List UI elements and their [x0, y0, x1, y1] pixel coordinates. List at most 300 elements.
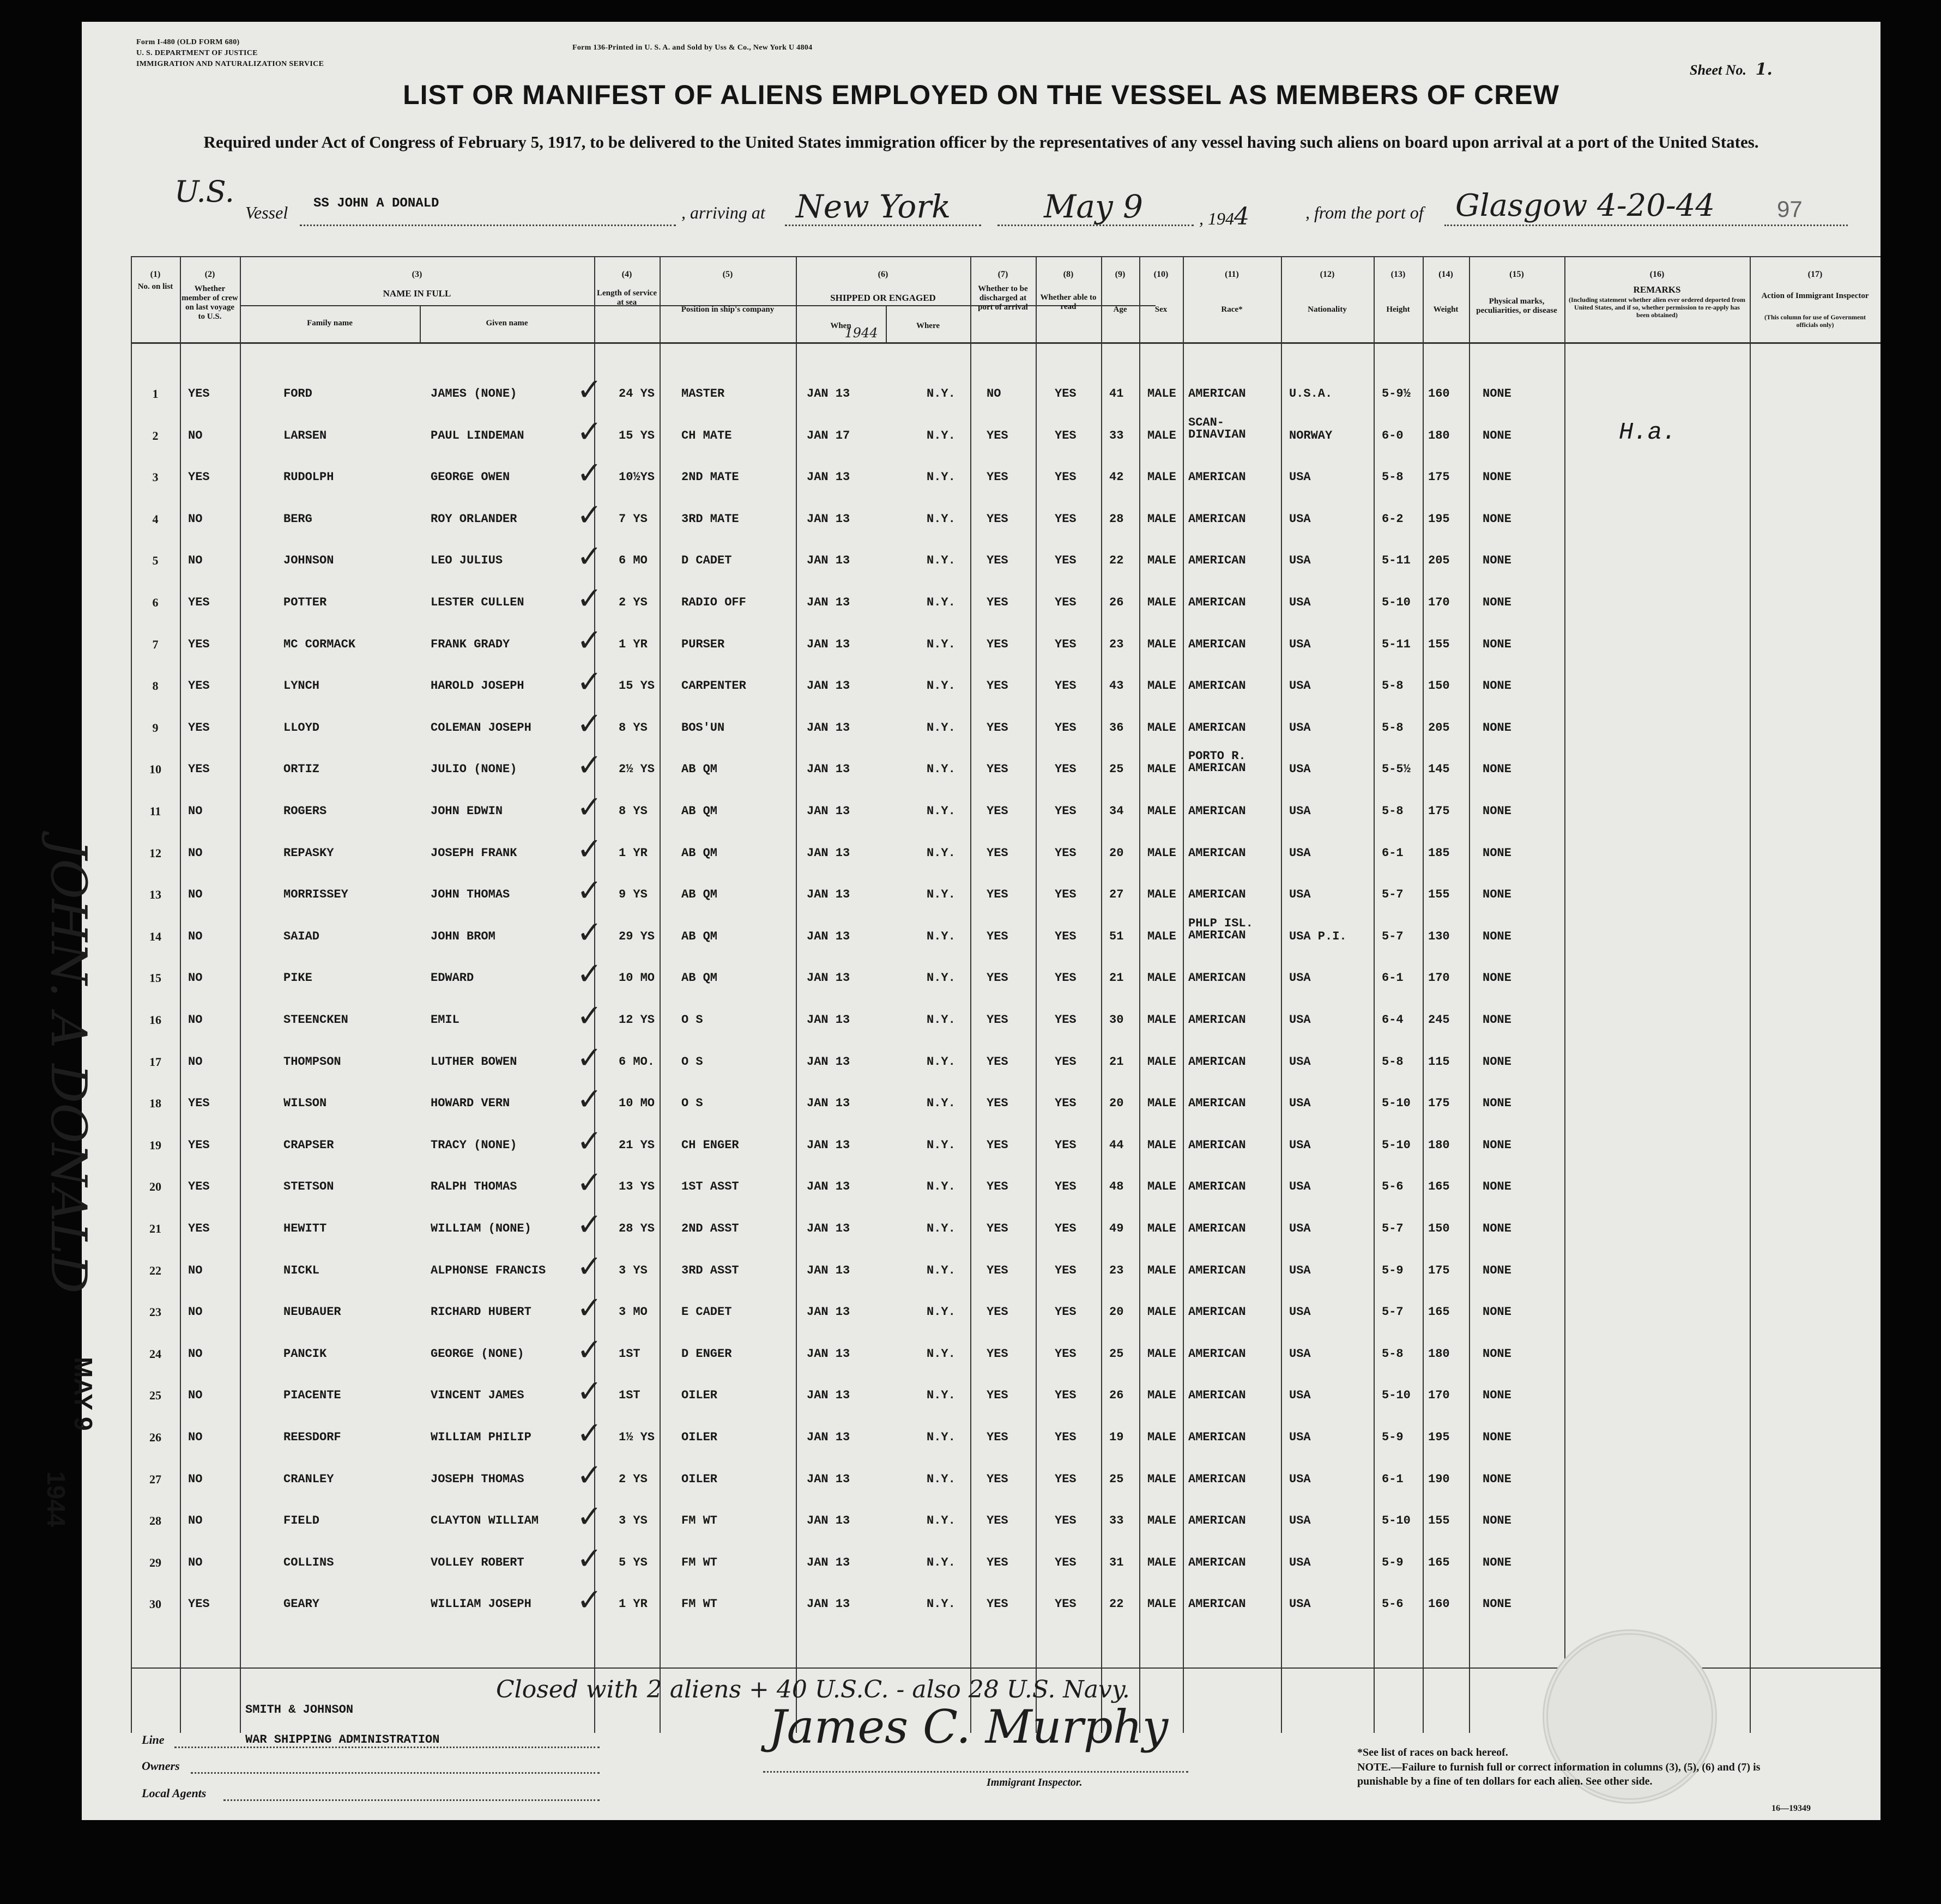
row-number-cell: 28	[149, 1514, 161, 1528]
family-name-cell: PIACENTE	[283, 1388, 341, 1403]
nationality-cell: USA	[1289, 804, 1311, 818]
col-num-11: (11)	[1225, 270, 1239, 279]
weight-cell: 175	[1428, 804, 1450, 818]
vessel-label: Vessel	[245, 203, 288, 222]
physical-marks-cell: NONE	[1483, 1514, 1511, 1528]
discharged-cell: YES	[987, 720, 1008, 735]
table-top-border	[131, 256, 1880, 257]
race-cell: AMERICAN	[1188, 888, 1246, 902]
service-length-cell: 15 YS	[619, 428, 655, 442]
physical-marks-cell: NONE	[1483, 846, 1511, 860]
height-cell: 5-10	[1382, 1096, 1411, 1111]
discharged-cell: YES	[987, 1305, 1008, 1319]
position-cell: OILER	[681, 1472, 718, 1486]
given-name-cell: EMIL	[431, 1013, 459, 1027]
header-previous-voyage: Whether member of crew on last voyage to U.S.	[182, 284, 238, 321]
weight-cell: 175	[1428, 470, 1450, 484]
family-name-cell: THOMPSON	[283, 1054, 341, 1069]
col-rule	[660, 256, 661, 1733]
shipped-when-cell: JAN 13	[807, 971, 850, 985]
position-cell: AB QM	[681, 971, 718, 985]
owners-label: Owners	[142, 1759, 180, 1773]
col-num-4: (4)	[621, 270, 632, 279]
race-cell: AMERICAN	[1188, 1054, 1246, 1069]
able-to-read-cell: YES	[1055, 1514, 1077, 1528]
shipped-when-cell: JAN 13	[807, 1472, 850, 1486]
race-cell: AMERICAN	[1188, 804, 1246, 818]
prev-voyage-cell: NO	[188, 1472, 203, 1486]
position-cell: MASTER	[681, 387, 725, 401]
shipped-when-cell: JAN 13	[807, 470, 850, 484]
height-cell: 5-9	[1382, 1430, 1404, 1444]
date-stamp-month: MAY 9	[69, 1357, 98, 1431]
physical-marks-cell: NONE	[1483, 1013, 1511, 1027]
family-name-cell: REPASKY	[283, 846, 334, 860]
position-cell: 2ND ASST	[681, 1222, 739, 1235]
height-cell: 5-10	[1382, 1388, 1411, 1403]
family-name-cell: NEUBAUER	[283, 1305, 341, 1319]
prev-voyage-cell: YES	[188, 470, 210, 484]
given-name-cell: VINCENT JAMES	[431, 1388, 524, 1403]
shipped-when-cell: JAN 13	[807, 888, 850, 902]
col-rule	[1374, 256, 1375, 1733]
sex-cell: MALE	[1147, 428, 1176, 442]
nationality-cell: USA	[1289, 596, 1311, 609]
discharged-cell: YES	[987, 1263, 1008, 1277]
sex-cell: MALE	[1147, 888, 1176, 902]
shipped-when-cell: JAN 13	[807, 1347, 850, 1361]
header-remarks: REMARKS	[1633, 284, 1681, 295]
row-number-cell: 15	[149, 971, 161, 985]
prev-voyage-cell: NO	[188, 804, 203, 818]
prev-voyage-cell: NO	[188, 846, 203, 860]
shipped-when-cell: JAN 13	[807, 1430, 850, 1444]
physical-marks-cell: NONE	[1483, 804, 1511, 818]
nationality-cell: USA	[1289, 1222, 1311, 1235]
given-name-cell: EDWARD	[431, 971, 474, 985]
family-name-cell: JOHNSON	[283, 554, 334, 568]
able-to-read-cell: YES	[1055, 720, 1077, 735]
weight-cell: 150	[1428, 1222, 1450, 1235]
age-cell: 48	[1109, 1180, 1124, 1194]
age-cell: 44	[1109, 1138, 1124, 1152]
able-to-read-cell: YES	[1055, 1013, 1077, 1027]
family-name-cell: REESDORF	[283, 1430, 341, 1444]
able-to-read-cell: YES	[1055, 1054, 1077, 1069]
prev-voyage-cell: YES	[188, 1180, 210, 1194]
prev-voyage-cell: NO	[188, 1388, 203, 1403]
service-length-cell: 5 YS	[619, 1555, 648, 1569]
col-num-15: (15)	[1509, 270, 1524, 279]
header-where: Where	[916, 322, 940, 330]
prev-voyage-cell: YES	[188, 596, 210, 609]
age-cell: 25	[1109, 1347, 1124, 1361]
races-note: *See list of races on back hereof.	[1357, 1747, 1508, 1759]
header-weight: Weight	[1433, 305, 1459, 314]
physical-marks-cell: NONE	[1483, 428, 1511, 442]
height-cell: 5-8	[1382, 1347, 1404, 1361]
given-name-cell: FRANK GRADY	[431, 637, 510, 651]
shipped-when-cell: JAN 13	[807, 1013, 850, 1027]
weight-cell: 130	[1428, 929, 1450, 943]
service-length-cell: 13 YS	[619, 1180, 655, 1194]
shipped-where-cell: N.Y.	[927, 1263, 956, 1277]
prev-voyage-cell: YES	[188, 637, 210, 651]
weight-cell: 170	[1428, 596, 1450, 609]
able-to-read-cell: YES	[1055, 637, 1077, 651]
weight-cell: 180	[1428, 1138, 1450, 1152]
height-cell: 5-8	[1382, 679, 1404, 693]
shipped-when-cell: JAN 13	[807, 1305, 850, 1319]
shipped-when-cell: JAN 13	[807, 762, 850, 777]
prev-voyage-cell: YES	[188, 1597, 210, 1611]
header-able-to-read: Whether able to read	[1040, 293, 1097, 311]
shipped-where-cell: N.Y.	[927, 387, 956, 401]
service-length-cell: 10 MO	[619, 971, 655, 985]
row-number-cell: 4	[152, 512, 159, 526]
weight-cell: 155	[1428, 1514, 1450, 1528]
check-mark-icon: ✓	[577, 1374, 602, 1410]
height-cell: 5-7	[1382, 929, 1404, 943]
sex-cell: MALE	[1147, 1347, 1176, 1361]
height-cell: 5-9	[1382, 1263, 1404, 1277]
sex-cell: MALE	[1147, 1013, 1176, 1027]
prev-voyage-cell: NO	[188, 971, 203, 985]
col-rule	[1281, 256, 1282, 1733]
height-cell: 5-11	[1382, 637, 1411, 651]
position-cell: O S	[681, 1013, 703, 1027]
discharged-cell: YES	[987, 1180, 1008, 1194]
nationality-cell: USA	[1289, 1597, 1311, 1611]
weight-cell: 165	[1428, 1180, 1450, 1194]
physical-marks-cell: NONE	[1483, 929, 1511, 943]
inspector-signature: James C. Murphy	[769, 1700, 1169, 1754]
col-rule	[1469, 256, 1470, 1733]
prev-voyage-cell: NO	[188, 1555, 203, 1569]
service-length-cell: 3 YS	[619, 1263, 648, 1277]
age-cell: 22	[1109, 554, 1124, 568]
shipped-when-cell: JAN 13	[807, 1096, 850, 1111]
family-name-cell: ROGERS	[283, 804, 327, 818]
check-mark-icon: ✓	[577, 581, 602, 616]
header-no-on-list: No. on list	[137, 282, 173, 291]
discharged-cell: YES	[987, 1514, 1008, 1528]
closing-note: Closed with 2 aliens + 40 U.S.C. - also 28 U.S. Navy.	[496, 1676, 1130, 1703]
shipped-when-cell: JAN 13	[807, 1054, 850, 1069]
check-mark-icon: ✓	[577, 998, 602, 1034]
family-name-cell: STETSON	[283, 1180, 334, 1194]
age-cell: 23	[1109, 1263, 1124, 1277]
shipped-where-cell: N.Y.	[927, 637, 956, 651]
row-number-cell: 13	[149, 888, 161, 902]
check-mark-icon: ✓	[577, 1499, 602, 1535]
race-cell: AMERICAN	[1188, 1555, 1246, 1569]
remarks-cell: H.a.	[1619, 419, 1677, 446]
race-cell: AMERICAN	[1188, 1347, 1246, 1361]
shipped-where-cell: N.Y.	[927, 720, 956, 735]
sex-cell: MALE	[1147, 1263, 1176, 1277]
prev-voyage-cell: YES	[188, 1138, 210, 1152]
sheet-number: 1.	[1755, 60, 1773, 79]
age-cell: 25	[1109, 1472, 1124, 1486]
service-length-cell: 2 YS	[619, 1472, 648, 1486]
position-cell: AB QM	[681, 929, 718, 943]
shipped-when-cell: JAN 13	[807, 1388, 850, 1403]
sheet-number-label	[1690, 60, 1773, 79]
service-length-cell: 6 MO	[619, 554, 648, 568]
nationality-cell: USA	[1289, 1347, 1311, 1361]
nationality-cell: USA	[1289, 1180, 1311, 1194]
physical-marks-cell: NONE	[1483, 1180, 1511, 1194]
shipped-where-cell: N.Y.	[927, 846, 956, 860]
given-name-cell: JOHN THOMAS	[431, 888, 510, 902]
height-cell: 5-11	[1382, 554, 1411, 568]
check-mark-icon: ✓	[577, 497, 602, 533]
service-length-cell: 6 MO.	[619, 1054, 655, 1069]
nationality-cell: USA	[1289, 1263, 1311, 1277]
shipped-where-cell: N.Y.	[927, 971, 956, 985]
race-cell: AMERICAN	[1188, 846, 1246, 860]
discharged-cell: YES	[987, 512, 1008, 526]
check-mark-icon: ✓	[577, 748, 602, 784]
age-cell: 27	[1109, 888, 1124, 902]
col-num-6: (6)	[878, 270, 888, 279]
sex-cell: MALE	[1147, 512, 1176, 526]
family-name-cell: SAIAD	[283, 929, 320, 943]
family-name-cell: CRANLEY	[283, 1472, 334, 1486]
age-cell: 33	[1109, 1514, 1124, 1528]
race-cell: AMERICAN	[1188, 1388, 1246, 1403]
given-name-cell: RICHARD HUBERT	[431, 1305, 531, 1319]
nationality-cell: USA	[1289, 971, 1311, 985]
from-port-label: , from the port of	[1305, 203, 1424, 222]
prev-voyage-cell: NO	[188, 929, 203, 943]
service-length-cell: 1½ YS	[619, 1430, 655, 1444]
race-cell: AMERICAN	[1188, 637, 1246, 651]
able-to-read-cell: YES	[1055, 1472, 1077, 1486]
check-mark-icon: ✓	[577, 414, 602, 450]
shipped-when-cell: JAN 13	[807, 846, 850, 860]
age-cell: 26	[1109, 1388, 1124, 1403]
position-cell: AB QM	[681, 804, 718, 818]
height-cell: 6-4	[1382, 1013, 1404, 1027]
header-remarks-note: (Including statement whether alien ever ordered deported from United States, and if so, whether permission to re-apply has been obtained)	[1568, 296, 1746, 319]
row-number-cell: 24	[149, 1347, 161, 1361]
height-cell: 5-9½	[1382, 387, 1411, 401]
arrival-date: May 9	[1044, 188, 1144, 225]
able-to-read-cell: YES	[1055, 804, 1077, 818]
shipped-when-cell: JAN 13	[807, 512, 850, 526]
discharged-cell: YES	[987, 804, 1008, 818]
weight-cell: 150	[1428, 679, 1450, 693]
height-cell: 6-1	[1382, 1472, 1404, 1486]
nationality-cell: USA P.I.	[1289, 929, 1347, 943]
service-length-cell: 10 MO	[619, 1096, 655, 1111]
position-cell: D CADET	[681, 554, 732, 568]
nationality-cell: USA	[1289, 512, 1311, 526]
race-cell: AMERICAN	[1188, 1430, 1246, 1444]
row-number-cell: 10	[149, 762, 161, 777]
position-cell: O S	[681, 1054, 703, 1069]
weight-cell: 180	[1428, 1347, 1450, 1361]
row-number-cell: 22	[149, 1263, 161, 1277]
physical-marks-cell: NONE	[1483, 1138, 1511, 1152]
shipped-when-cell: JAN 13	[807, 679, 850, 693]
year-suffix: 4	[1234, 203, 1249, 231]
shipped-where-cell: N.Y.	[927, 1096, 956, 1111]
discharged-cell: YES	[987, 762, 1008, 777]
nationality-cell: USA	[1289, 1555, 1311, 1569]
sex-cell: MALE	[1147, 929, 1176, 943]
weight-cell: 205	[1428, 720, 1450, 735]
discharged-cell: NO	[987, 387, 1001, 401]
arriving-label: , arriving at	[681, 203, 765, 222]
check-mark-icon: ✓	[577, 706, 602, 742]
shipped-where-cell: N.Y.	[927, 1597, 956, 1611]
sex-cell: MALE	[1147, 762, 1176, 777]
height-cell: 6-2	[1382, 512, 1404, 526]
given-name-cell: JULIO (NONE)	[431, 762, 517, 777]
shipped-when-cell: JAN 13	[807, 596, 850, 609]
col-rule	[1139, 256, 1140, 1733]
weight-cell: 145	[1428, 762, 1450, 777]
nationality-cell: USA	[1289, 1388, 1311, 1403]
service-length-cell: 7 YS	[619, 512, 648, 526]
prev-voyage-cell: YES	[188, 720, 210, 735]
discharged-cell: YES	[987, 1555, 1008, 1569]
header-race: Race*	[1221, 305, 1243, 314]
shipped-when-cell: JAN 13	[807, 387, 850, 401]
form-subtitle: Required under Act of Congress of February 5, 1917, to be delivered to the United States immigration officer by the representatives of any vessel having such aliens on board upon arrival at a port of the United States.	[203, 132, 1759, 151]
col-rule	[1036, 256, 1037, 1733]
shipped-when-cell: JAN 13	[807, 1555, 850, 1569]
race-cell: AMERICAN	[1188, 1222, 1246, 1235]
signature-underline	[763, 1771, 1188, 1773]
age-cell: 34	[1109, 804, 1124, 818]
nationality-cell: USA	[1289, 1305, 1311, 1319]
physical-marks-cell: NONE	[1483, 554, 1511, 568]
family-name-cell: ORTIZ	[283, 762, 320, 777]
shipped-when-cell: JAN 13	[807, 1138, 850, 1152]
height-cell: 5-8	[1382, 470, 1404, 484]
nationality-cell: USA	[1289, 1013, 1311, 1027]
shipped-where-cell: N.Y.	[927, 1388, 956, 1403]
weight-cell: 205	[1428, 554, 1450, 568]
nationality-cell: USA	[1289, 637, 1311, 651]
vessel-underline	[300, 225, 676, 226]
service-length-cell: 29 YS	[619, 929, 655, 943]
height-cell: 5-7	[1382, 888, 1404, 902]
race-cell: AMERICAN	[1188, 1597, 1246, 1611]
check-mark-icon: ✓	[577, 372, 602, 408]
shipped-when-cell: JAN 13	[807, 720, 850, 735]
given-name-cell: GEORGE (NONE)	[431, 1347, 524, 1361]
physical-marks-cell: NONE	[1483, 512, 1511, 526]
height-cell: 5-7	[1382, 1222, 1404, 1235]
sex-cell: MALE	[1147, 1305, 1176, 1319]
header-given-name: Given name	[486, 319, 528, 328]
shipped-where-cell: N.Y.	[927, 1138, 956, 1152]
race-cell: AMERICAN	[1188, 596, 1246, 609]
weight-cell: 175	[1428, 1096, 1450, 1111]
height-cell: 5-8	[1382, 1054, 1404, 1069]
shipped-where-cell: N.Y.	[927, 554, 956, 568]
shipped-where-cell: N.Y.	[927, 1054, 956, 1069]
race-cell: AMERICAN	[1188, 1514, 1246, 1528]
race-cell: PHLP ISL. AMERICAN	[1188, 916, 1253, 942]
weight-cell: 160	[1428, 1597, 1450, 1611]
family-name-cell: MC CORMACK	[283, 637, 356, 651]
family-name-cell: BERG	[283, 512, 312, 526]
row-number-cell: 12	[149, 846, 161, 860]
weight-cell: 195	[1428, 1430, 1450, 1444]
shipped-where-cell: N.Y.	[927, 679, 956, 693]
header-age: Age	[1113, 305, 1127, 314]
service-length-cell: 1 YR	[619, 1597, 648, 1611]
shipped-when-cell: JAN 13	[807, 1263, 850, 1277]
sex-cell: MALE	[1147, 554, 1176, 568]
position-cell: AB QM	[681, 762, 718, 777]
sex-cell: MALE	[1147, 1180, 1176, 1194]
service-length-cell: 2 YS	[619, 596, 648, 609]
nationality-cell: USA	[1289, 762, 1311, 777]
col-num-13: (13)	[1390, 270, 1406, 279]
date-stamp-year: 1944	[42, 1471, 70, 1527]
service-length-cell: 24 YS	[619, 387, 655, 401]
check-mark-icon: ✓	[577, 1248, 602, 1284]
nationality-cell: USA	[1289, 470, 1311, 484]
prev-voyage-cell: YES	[188, 1096, 210, 1111]
service-length-cell: 15 YS	[619, 679, 655, 693]
physical-marks-cell: NONE	[1483, 1263, 1511, 1277]
height-cell: 6-1	[1382, 846, 1404, 860]
line-underline	[174, 1747, 600, 1748]
discharged-cell: YES	[987, 1430, 1008, 1444]
race-cell: AMERICAN	[1188, 720, 1246, 735]
able-to-read-cell: YES	[1055, 1388, 1077, 1403]
col-rule	[1564, 256, 1565, 1733]
weight-cell: 175	[1428, 1263, 1450, 1277]
row-number-cell: 25	[149, 1388, 161, 1403]
physical-marks-cell: NONE	[1483, 1305, 1511, 1319]
row-number-cell: 30	[149, 1597, 161, 1611]
line-label: Line	[142, 1733, 165, 1747]
physical-marks-cell: NONE	[1483, 1096, 1511, 1111]
able-to-read-cell: YES	[1055, 929, 1077, 943]
service-length-cell: 1 YR	[619, 846, 648, 860]
position-cell: E CADET	[681, 1305, 732, 1319]
check-mark-icon: ✓	[577, 1165, 602, 1201]
margin-ship-name: JOHN. A DONALD	[40, 839, 97, 1294]
year-label	[1199, 203, 1249, 231]
able-to-read-cell: YES	[1055, 428, 1077, 442]
given-name-cell: GEORGE OWEN	[431, 470, 510, 484]
weight-cell: 190	[1428, 1472, 1450, 1486]
race-cell: PORTO R. AMERICAN	[1188, 749, 1246, 775]
shipped-where-cell: N.Y.	[927, 1180, 956, 1194]
col-num-5: (5)	[722, 270, 733, 279]
check-mark-icon: ✓	[577, 1457, 602, 1493]
date-underline	[997, 225, 1194, 226]
given-name-cell: COLEMAN JOSEPH	[431, 720, 531, 735]
header-height: Height	[1386, 305, 1410, 314]
height-cell: 6-0	[1382, 428, 1404, 442]
family-name-cell: LARSEN	[283, 428, 327, 442]
row-number-cell: 26	[149, 1430, 161, 1444]
sex-cell: MALE	[1147, 846, 1176, 860]
given-name-cell: ROY ORLANDER	[431, 512, 517, 526]
discharged-cell: YES	[987, 596, 1008, 609]
